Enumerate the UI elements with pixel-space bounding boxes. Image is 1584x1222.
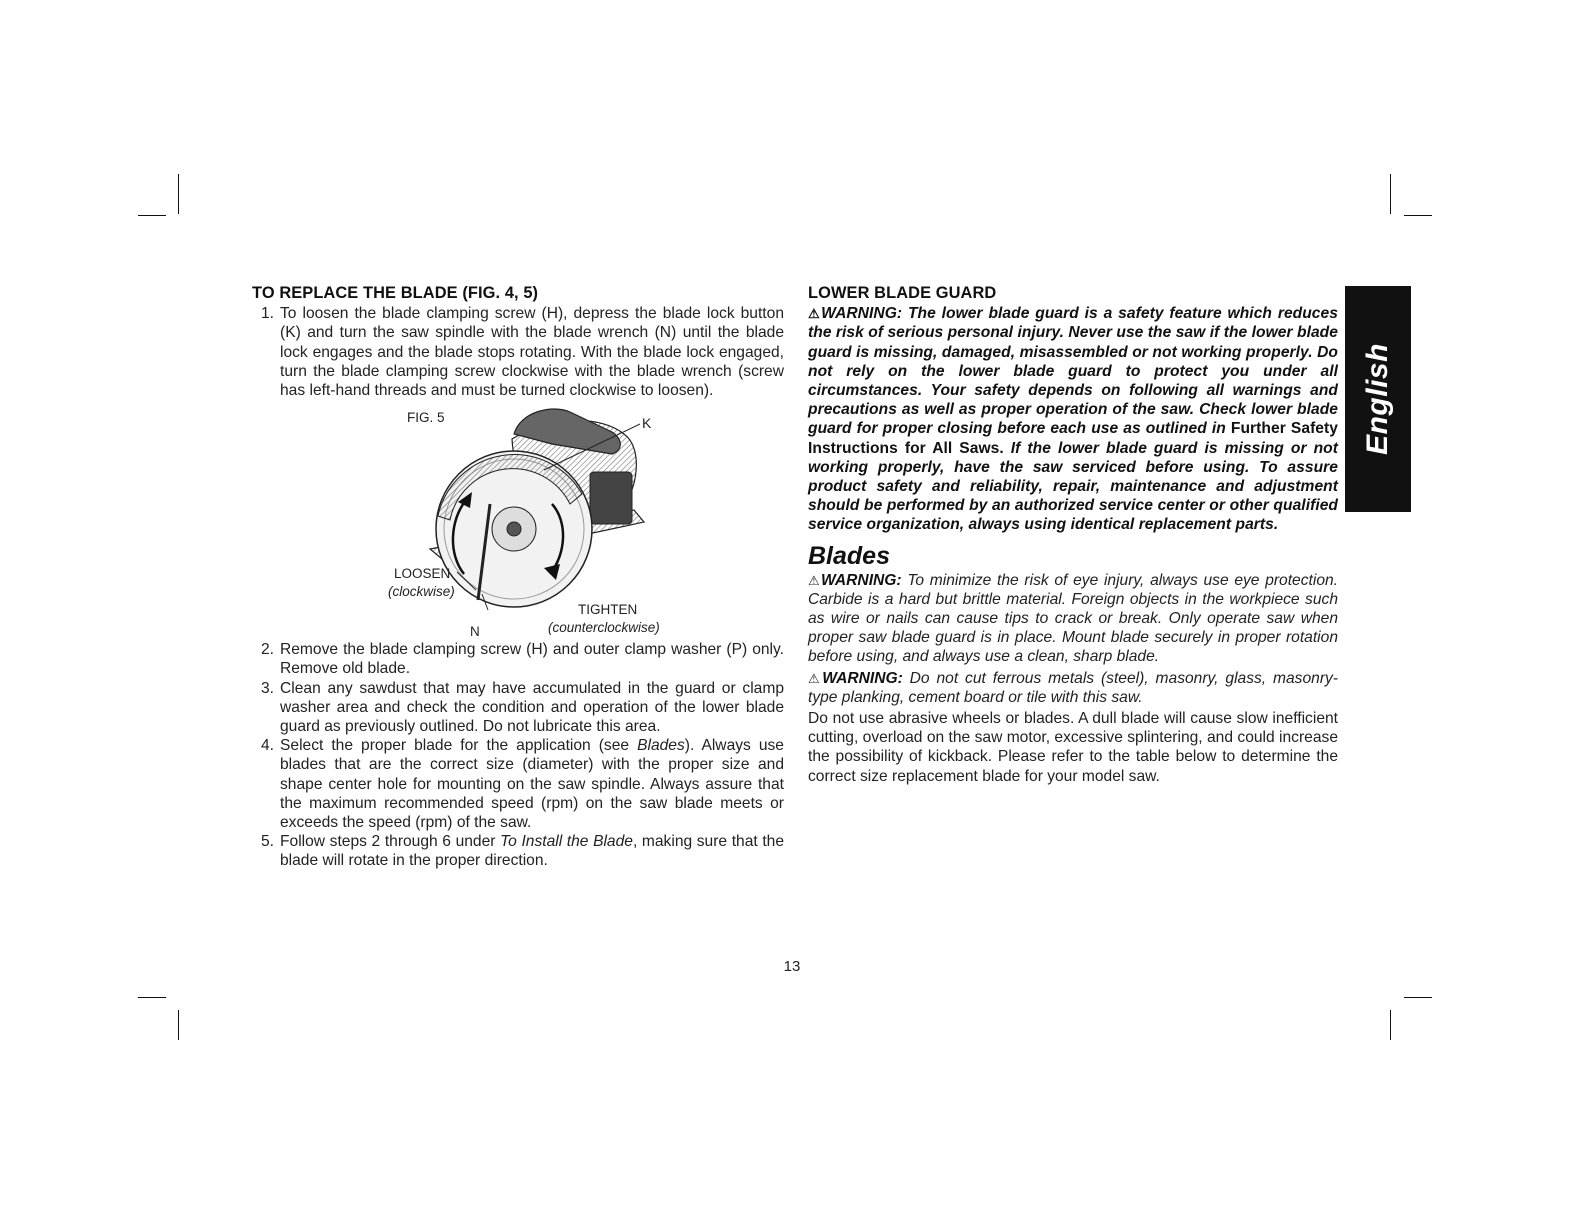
warning-ferrous-metals [808, 669, 1338, 707]
label-clockwise: (clockwise) [388, 584, 455, 600]
step-text-part: ). Always use blades that are the correct size (diameter) with the proper size and shape center hole for mounting on the saw spindle. Always assure that the maximum recommended speed (rpm) on the saw blade meets or exceeds the speed (rpm) of the saw. [280, 737, 784, 832]
crop-mark [138, 997, 166, 998]
figure-caption: FIG. 5 [407, 410, 445, 426]
circular-saw-illustration [252, 404, 784, 634]
reference-install-blade: To Install the Blade [500, 833, 633, 851]
step-number: 1. [260, 305, 274, 323]
section-heading-lower-blade-guard: LOWER BLADE GUARD [808, 284, 997, 302]
step-text [280, 832, 784, 870]
right-column [808, 284, 1338, 786]
list-item [252, 640, 784, 678]
page-number: 13 [783, 958, 801, 975]
step-number: 3. [260, 679, 274, 697]
step-text [280, 736, 784, 832]
crop-mark [138, 215, 166, 216]
figure-5 [252, 404, 784, 640]
blades-heading: Blades [808, 541, 890, 570]
step-text: Clean any sawdust that may have accumulated in the guard or clamp washer area and check the condition and operation of the lower blade guard as previously outlined. Do not lubricate this area. [280, 679, 784, 736]
warning-text: If the lower blade guard is missing or not working properly, have the saw serviced before using. To assure product safety and reliability, repair, maintenance and adjustment should be performed by an authorized service center or other qualified service organization, always using identical replacement parts. [808, 439, 1338, 534]
label-k: K [642, 415, 652, 432]
step-number: 4. [260, 737, 274, 755]
list-item [252, 304, 784, 400]
step-text: To loosen the blade clamping screw (H), depress the blade lock button (K) and turn the saw spindle with the blade wrench (N) until the blade lock engages and the blade stops rotating. With the blade lock engaged, turn the blade clamping screw clockwise with the blade wrench (screw has left-hand threads and must be turned clockwise to loosen). [280, 305, 784, 400]
warning-icon: ⚠ [808, 572, 822, 588]
left-column [252, 284, 784, 871]
label-loosen: LOOSEN [394, 566, 451, 582]
saw-battery [590, 472, 632, 524]
warning-label: WARNING: [821, 571, 902, 589]
crop-mark [1390, 174, 1391, 214]
label-tighten: TIGHTEN [578, 602, 638, 618]
step-text-part: , making sure that the blade will rotate in the proper direction. [280, 833, 784, 870]
crop-mark [1404, 997, 1432, 998]
warning-label: WARNING: [822, 669, 903, 687]
blades-paragraph: Do not use abrasive wheels or blades. A dull blade will cause slow inefficient cutting, overload on the saw motor, excessive splintering, and could increase the possibility of kickback. Please refer to the table below to determine the correct size replacement blade for your model saw. [808, 710, 1338, 785]
step-text: Remove the blade clamping screw (H) and outer clamp washer (P) only. Remove old blade. [280, 641, 784, 678]
reference-blades: Blades [637, 737, 685, 755]
language-tab-label: English [1361, 343, 1394, 455]
step-text-part: Follow steps 2 through 6 under [280, 833, 501, 851]
warning-text: WARNING: The lower blade guard is a safety feature which reduces the risk of serious personal injury. Never use the saw if the lower blade guard is missing, damaged, misassembled or not working properly. Do not rely on the lower blade guard to protect you under all circumstances. Your safety depends on following all warnings and precautions as well as proper operation of the saw. Check lower blade guard for proper closing before each use as outlined in [808, 305, 1338, 438]
warning-text: Do not cut ferrous metals (steel), masonry, glass, masonry-type planking, cement board or tile with this saw. [808, 669, 1339, 706]
crop-mark [1404, 215, 1432, 216]
crop-mark [178, 174, 179, 214]
warning-icon: ⚠ [808, 670, 823, 686]
label-counterclockwise: (counterclockwise) [548, 620, 660, 636]
step-number: 5. [260, 833, 274, 851]
warning-text: To minimize the risk of eye injury, always use eye protection. Carbide is a hard but brittle material. Foreign objects in the workpiece such as wire or nails can cause tips to crack or break. Only operate saw when proper saw blade guard is in place. Mount blade securely in proper rotation before using, and always use a clean, sharp blade. [808, 571, 1339, 666]
section-heading-replace-blade: TO REPLACE THE BLADE (FIG. 4, 5) [252, 284, 539, 302]
list-item [252, 679, 784, 737]
crop-mark [1390, 1010, 1391, 1040]
warning-eye-protection [808, 571, 1338, 667]
step-number: 2. [260, 641, 274, 659]
crop-mark [178, 1010, 179, 1040]
label-n: N [470, 624, 480, 640]
warning-lower-blade-guard [808, 304, 1338, 534]
language-tab [1345, 286, 1411, 512]
list-item [252, 736, 784, 832]
step-text-part: Select the proper blade for the application (see [280, 737, 638, 755]
reference-further-safety: Further Safety Instructions for All Saws. [808, 420, 1338, 457]
list-item [252, 832, 784, 870]
warning-icon: ⚠ [808, 306, 822, 322]
